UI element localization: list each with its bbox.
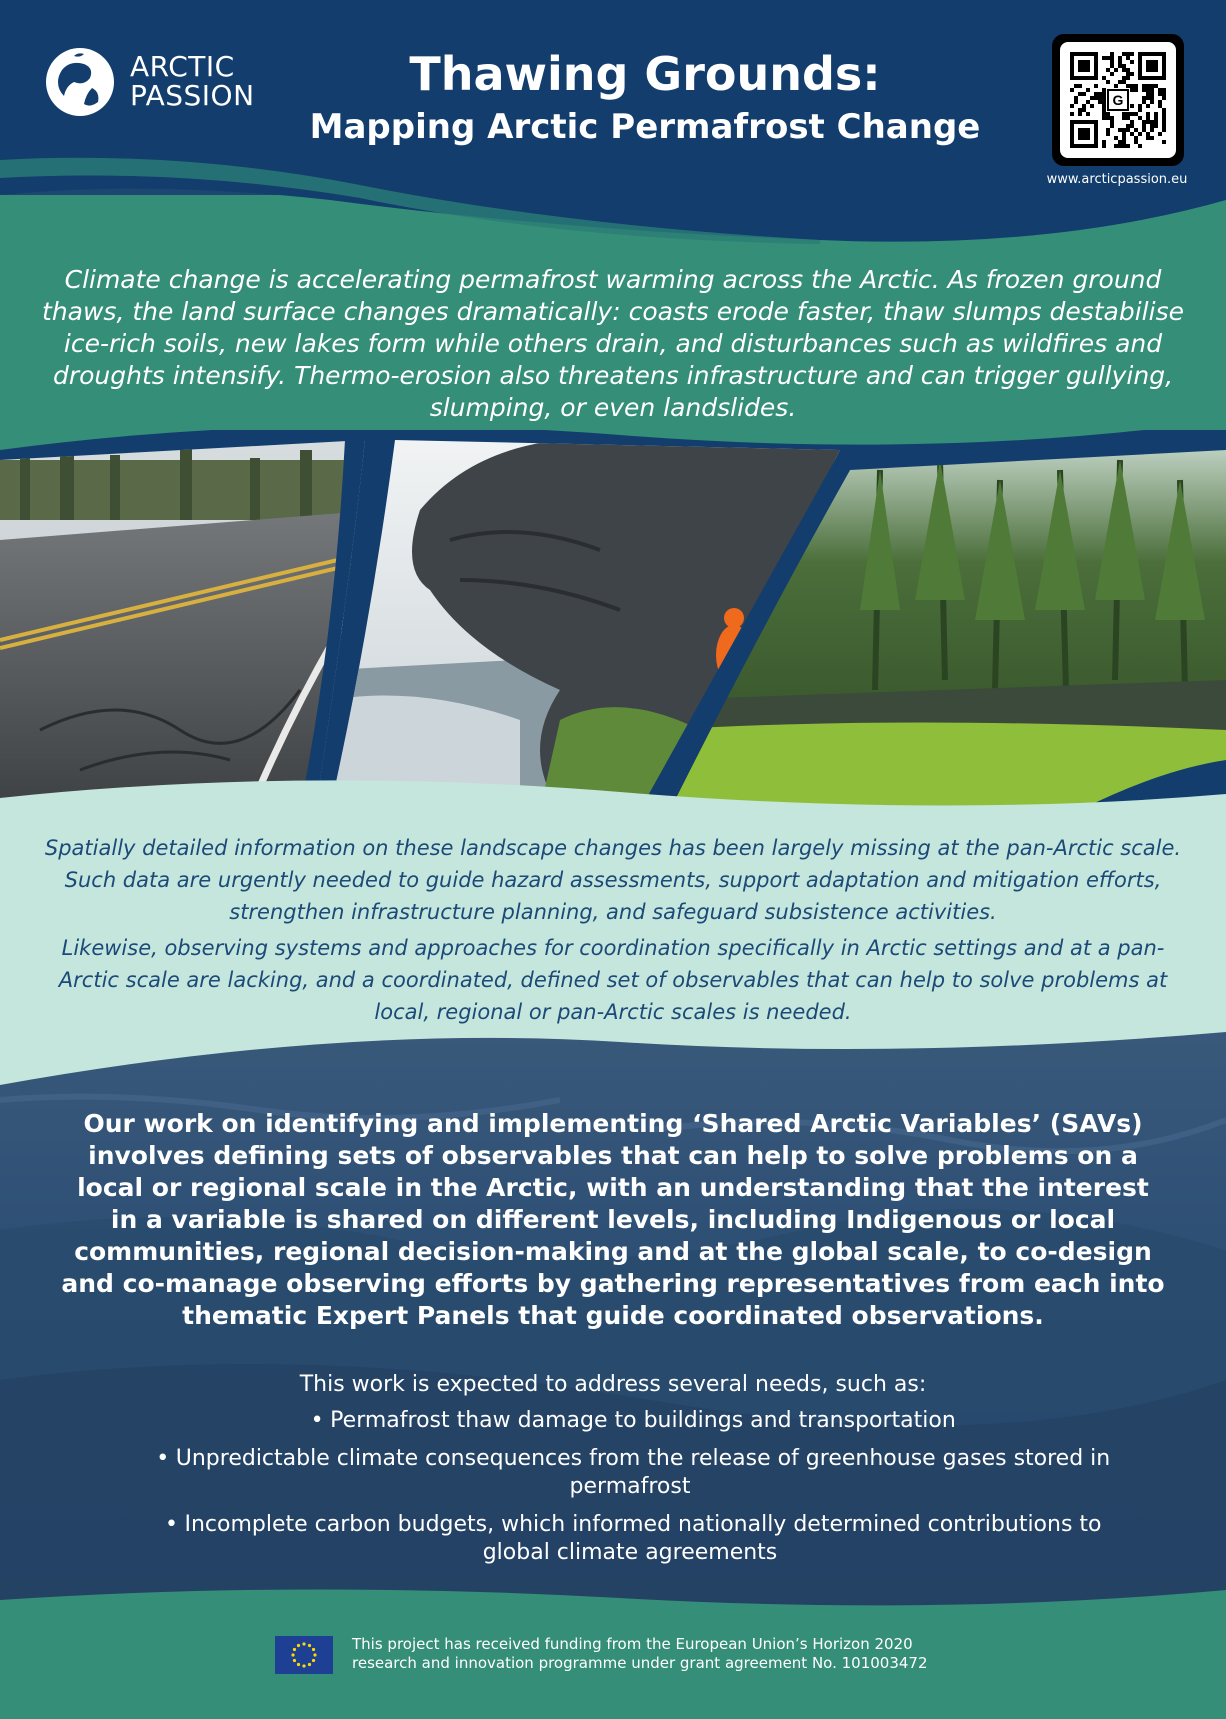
needs-intro: This work is expected to address several needs, such as: — [299, 1372, 927, 1397]
page-title: Thawing Grounds: — [409, 47, 881, 101]
context-text — [40, 832, 1186, 1032]
eu-star-icon — [293, 1659, 296, 1662]
globe-icon — [44, 46, 116, 118]
website-url[interactable]: www.arcticpassion.eu — [1046, 172, 1188, 187]
bullet-icon: • — [165, 1512, 178, 1537]
eu-star-icon — [302, 1642, 305, 1645]
eu-star-icon — [312, 1648, 315, 1651]
context-paragraph-2: Likewise, observing systems and approaches for coordination specifically in Arctic settings and at a pan-Arctic scale are lacking, and a coordinated, defined set of observables that can help to solve problems at local, regional or pan-Arctic scales is needed. — [58, 936, 1168, 1024]
eu-star-icon — [313, 1653, 316, 1656]
needs-list — [110, 1407, 1150, 1577]
list-item — [110, 1511, 1150, 1567]
list-item — [110, 1407, 1150, 1435]
funding-statement — [352, 1635, 972, 1673]
middle-band-edge — [0, 776, 1226, 836]
qr-code-inner — [1060, 42, 1176, 158]
funding-line-2: research and innovation programme under grant agreement No. 101003472 — [352, 1654, 928, 1672]
title-block — [300, 46, 990, 148]
context-paragraph-1: Spatially detailed information on these landscape changes has been largely missing at the pan-Arctic scale. Such data are urgently needed to guide hazard assessments, support adaptation and mitigation efforts, strengthen infrastructure planning, and safeguard subsistence activities. — [44, 836, 1182, 924]
eu-star-icon — [312, 1659, 315, 1662]
photo-strip — [0, 430, 1226, 810]
sav-paragraph: Our work on identifying and implementing ‘Shared Arctic Variables’ (SAVs) involves defining sets of observables that can help to solve problems on a local or regional scale in the Arctic, with an understanding that the interest in a variable is shared on different levels, including Indigenous or local communities, regional decision-making and at the global scale, to co-design and co-manage observing efforts by gathering representatives from each into thematic Expert Panels that guide coordinated observations. — [61, 1109, 1165, 1330]
brand-line2: PASSION — [130, 79, 255, 112]
funding-line-1: This project has received funding from the European Union’s Horizon 2020 — [352, 1635, 913, 1653]
eu-star-icon — [291, 1653, 294, 1656]
need-text: Permafrost thaw damage to buildings and transportation — [330, 1408, 956, 1433]
brand-name — [130, 52, 255, 110]
eu-star-icon — [302, 1664, 305, 1667]
arctic-passion-logo — [44, 46, 254, 126]
qr-code[interactable] — [1052, 34, 1184, 166]
brand-line1: ARCTIC — [130, 50, 235, 83]
eu-star-icon — [297, 1644, 300, 1647]
eu-star-icon — [297, 1663, 300, 1666]
bullet-icon: • — [310, 1408, 324, 1433]
need-text: Incomplete carbon budgets, which informed nationally determined contributions to global climate agreements — [184, 1512, 1102, 1565]
qr-pattern — [1070, 52, 1166, 148]
eu-star-icon — [308, 1644, 311, 1647]
bullet-icon: • — [156, 1446, 170, 1471]
qr-center-letter: G — [1112, 92, 1124, 108]
need-text: Unpredictable climate consequences from the release of greenhouse gases stored in permafrost — [175, 1446, 1111, 1499]
eu-star-icon — [293, 1648, 296, 1651]
list-item — [110, 1445, 1150, 1501]
eu-star-icon — [308, 1663, 311, 1666]
eu-flag-icon — [275, 1636, 333, 1674]
intro-paragraph: Climate change is accelerating permafrost warming across the Arctic. As frozen ground thaws, the land surface changes dramatically: coasts erode faster, thaw slumps destabilise ice-rich soils, new lakes form while others drain, and disturbances such as wildfires and droughts intensify. Thermo-erosion also threatens infrastructure and can trigger gullying, slumping, or even landslides. — [42, 265, 1184, 422]
page-subtitle: Mapping Arctic Permafrost Change — [309, 107, 981, 147]
